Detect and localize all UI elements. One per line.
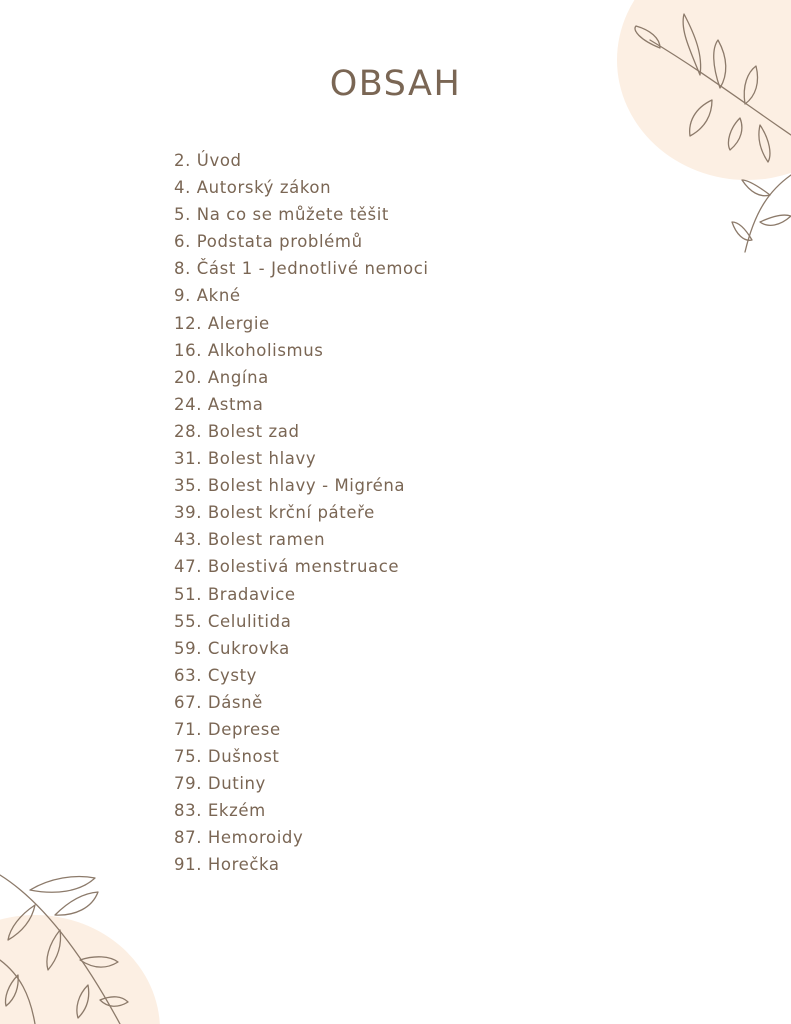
branch-top-right-icon	[635, 14, 791, 252]
toc-entry: 39. Bolest krční páteře	[174, 503, 375, 523]
table-of-contents	[174, 147, 429, 879]
page-title: OBSAH	[329, 64, 462, 104]
toc-entry: 47. Bolestivá menstruace	[174, 557, 400, 577]
toc-entry: 35. Bolest hlavy - Migréna	[174, 476, 406, 496]
toc-entry: 43. Bolest ramen	[174, 530, 326, 550]
toc-entry: 2. Úvod	[174, 151, 242, 170]
toc-entry: 63. Cysty	[174, 665, 258, 685]
toc-entry: 75. Dušnost	[174, 747, 280, 767]
toc-entry: 79. Dutiny	[174, 774, 266, 794]
toc-entry: 5. Na co se můžete těšit	[174, 205, 389, 225]
toc-entry: 51. Bradavice	[174, 584, 296, 604]
toc-entry: 9. Akné	[174, 286, 241, 306]
toc-entry: 71. Deprese	[174, 719, 281, 739]
toc-entry: 31. Bolest hlavy	[174, 449, 317, 469]
toc-entry: 59. Cukrovka	[174, 638, 290, 658]
toc-entry: 91. Horečka	[174, 855, 280, 875]
branch-bottom-left-icon	[0, 875, 128, 1024]
toc-entry: 12. Alergie	[174, 313, 270, 333]
toc-entry: 16. Alkoholismus	[174, 340, 324, 360]
toc-entry: 83. Ekzém	[174, 801, 266, 821]
toc-entry: 55. Celulitida	[174, 611, 292, 631]
toc-entry: 8. Část 1 - Jednotlivé nemoci	[174, 259, 429, 279]
toc-entry: 24. Astma	[174, 394, 264, 414]
toc-entry: 20. Angína	[174, 367, 269, 387]
toc-entry: 67. Dásně	[174, 692, 263, 712]
toc-entry: 87. Hemoroidy	[174, 828, 304, 848]
toc-entry: 4. Autorský zákon	[174, 178, 332, 198]
toc-entry: 6. Podstata problémů	[174, 232, 363, 252]
toc-entry: 28. Bolest zad	[174, 421, 300, 441]
